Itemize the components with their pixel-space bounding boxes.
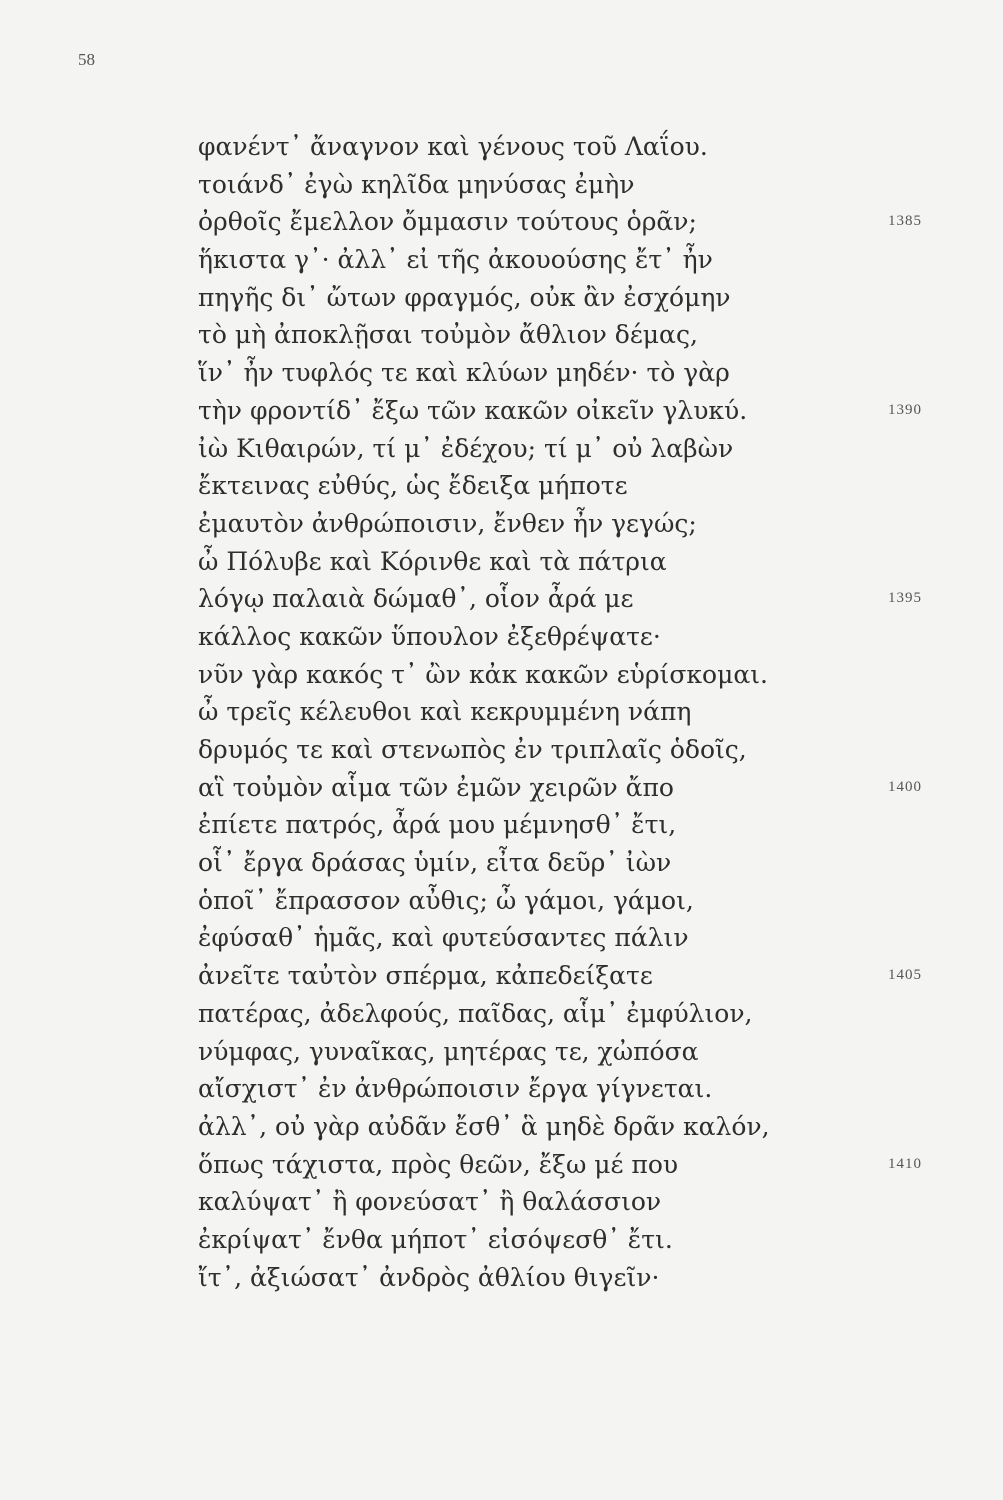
- verse-line: [198, 241, 878, 279]
- verse-line: [198, 203, 922, 241]
- verse-line: [198, 995, 878, 1033]
- verse-text: πηγῆς δι᾽ ὤτων φραγμός, οὐκ ἂν ἐσχόμην: [198, 282, 731, 312]
- verse-text: ἀνεῖτε ταὐτὸν σπέρμα, κἀπεδείξατε: [198, 961, 653, 991]
- verse-line: [198, 769, 922, 807]
- verse-line: [198, 1033, 878, 1071]
- verse-text: τὴν φροντίδ᾽ ἔξω τῶν κακῶν οἰκεῖν γλυκύ.: [198, 395, 748, 425]
- verse-line: [198, 693, 878, 731]
- line-number: 1390: [888, 401, 922, 418]
- verse-line: [198, 1221, 878, 1259]
- verse-text: νῦν γὰρ κακός τ᾽ ὢν κἀκ κακῶν εὑρίσκομαι.: [198, 659, 768, 689]
- verse-text: ἔκτεινας εὐθύς, ὡς ἔδειξα μήποτε: [198, 471, 628, 501]
- verse-line: [198, 957, 922, 995]
- line-number: 1385: [888, 213, 922, 230]
- verse-line: [198, 580, 922, 618]
- verse-line: [198, 1070, 878, 1108]
- verse-line: [198, 279, 878, 317]
- verse-block: [198, 128, 922, 1296]
- verse-text: ἐφύσαθ᾽ ἡμᾶς, καὶ φυτεύσαντες πάλιν: [198, 923, 689, 953]
- verse-text: πατέρας, ἀδελφούς, παῖδας, αἷμ᾽ ἐμφύλιον,: [198, 998, 753, 1028]
- verse-text: ἐμαυτὸν ἀνθρώποισιν, ἔνθεν ἦν γεγώς;: [198, 508, 697, 538]
- line-number: 1405: [888, 967, 922, 984]
- verse-text: φανέντ᾽ ἄναγνον καὶ γένους τοῦ Λαΐου.: [198, 132, 708, 161]
- verse-line: [198, 1183, 878, 1221]
- verse-line: [198, 844, 878, 882]
- verse-line: [198, 1146, 922, 1184]
- verse-line: [198, 919, 878, 957]
- verse-text: ἴτ᾽, ἀξιώσατ᾽ ἀνδρὸς ἀθλίου θιγεῖν·: [198, 1262, 660, 1292]
- verse-line: [198, 430, 878, 468]
- verse-text: λόγῳ παλαιὰ δώμαθ᾽, οἷον ἆρά με: [198, 584, 634, 614]
- verse-text: ἰὼ Κιθαιρών, τί μ᾽ ἐδέχου; τί μ᾽ οὐ λαβὼν: [198, 433, 734, 463]
- verse-line: [198, 505, 878, 543]
- verse-text: οἷ᾽ ἔργα δράσας ὑμίν, εἶτα δεῦρ᾽ ἰὼν: [198, 848, 672, 878]
- verse-line: [198, 467, 878, 505]
- verse-text: τὸ μὴ ἀποκλῇσαι τοὐμὸν ἄθλιον δέμας,: [198, 320, 698, 350]
- verse-text: ἐπίετε πατρός, ἆρά μου μέμνησθ᾽ ἔτι,: [198, 810, 677, 840]
- verse-text: καλύψατ᾽ ἢ φονεύσατ᾽ ἢ θαλάσσιον: [198, 1187, 662, 1217]
- verse-line: [198, 656, 878, 694]
- line-number: 1395: [888, 590, 922, 607]
- verse-line: [198, 806, 878, 844]
- verse-line: [198, 618, 878, 656]
- verse-text: αἴσχιστ᾽ ἐν ἀνθρώποισιν ἔργα γίγνεται.: [198, 1074, 713, 1104]
- verse-text: τοιάνδ᾽ ἐγὼ κηλῖδα μηνύσας ἐμὴν: [198, 169, 635, 199]
- verse-text: ἀλλ᾽, οὐ γὰρ αὐδᾶν ἔσθ᾽ ἃ μηδὲ δρᾶν καλόν,: [198, 1111, 770, 1141]
- verse-text: ἐκρίψατ᾽ ἔνθα μήποτ᾽ εἰσόψεσθ᾽ ἔτι.: [198, 1224, 673, 1254]
- verse-text: ὁποῖ᾽ ἔπρασσον αὖθις; ὦ γάμοι, γάμοι,: [198, 885, 694, 915]
- verse-text: ἵν᾽ ἦν τυφλός τε καὶ κλύων μηδέν· τὸ γὰρ: [198, 358, 730, 388]
- verse-line: [198, 1108, 878, 1146]
- line-number: 1410: [888, 1155, 922, 1172]
- verse-line: [198, 354, 878, 392]
- verse-text: ὦ Πόλυβε καὶ Κόρινθε καὶ τὰ πάτρια: [198, 546, 667, 576]
- verse-line: [198, 882, 878, 920]
- verse-text: ἥκιστα γ᾽· ἀλλ᾽ εἰ τῆς ἀκουούσης ἔτ᾽ ἦν: [198, 245, 713, 275]
- verse-line: [198, 1259, 878, 1297]
- page-number: 58: [78, 50, 95, 69]
- verse-text: κάλλος κακῶν ὕπουλον ἐξεθρέψατε·: [198, 621, 661, 651]
- verse-line: [198, 316, 878, 354]
- verse-text: αἳ τοὐμὸν αἷμα τῶν ἐμῶν χειρῶν ἄπο: [198, 772, 674, 802]
- verse-line: [198, 128, 878, 166]
- verse-text: δρυμός τε καὶ στενωπὸς ἐν τριπλαῖς ὁδοῖς,: [198, 735, 747, 764]
- verse-text: νύμφας, γυναῖκας, μητέρας τε, χὠπόσα: [198, 1036, 699, 1066]
- verse-text: ὦ τρεῖς κέλευθοι καὶ κεκρυμμένη νάπη: [198, 697, 692, 727]
- verse-line: [198, 392, 922, 430]
- verse-line: [198, 731, 878, 769]
- verse-line: [198, 543, 878, 581]
- verse-line: [198, 166, 878, 204]
- verse-text: ὅπως τάχιστα, πρὸς θεῶν, ἔξω μέ που: [198, 1149, 679, 1179]
- line-number: 1400: [888, 778, 922, 795]
- verse-text: ὀρθοῖς ἔμελλον ὄμμασιν τούτους ὁρᾶν;: [198, 207, 697, 237]
